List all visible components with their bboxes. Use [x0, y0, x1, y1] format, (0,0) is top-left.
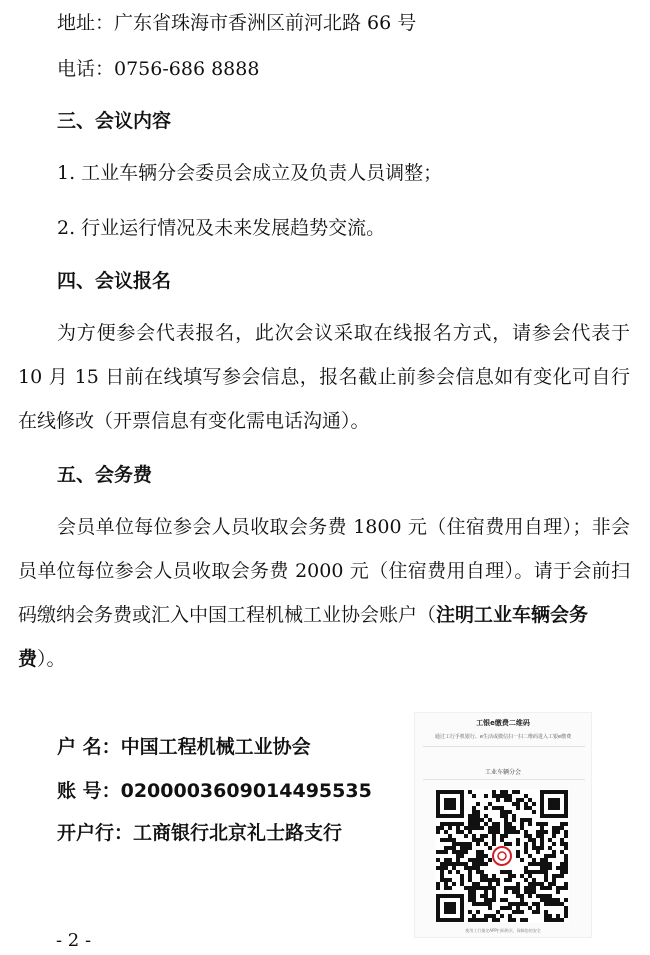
phone-line: 电话：0756-686 8888: [57, 58, 260, 80]
qr-card-divider: [423, 746, 585, 747]
section-5-line-2: 员单位每位参会人员收取会务费 2000 元（住宿费用自理）。请于会前扫: [18, 560, 630, 582]
account-number: 账 号：0200003609014495535: [57, 780, 372, 802]
section-5-line-4: [18, 646, 650, 672]
section-4-line-1: 为方便参会代表报名，此次会议采取在线报名方式，请参会代表于: [57, 322, 630, 344]
section-5-emphasis-1: 注明工业车辆会务: [436, 604, 589, 626]
address-line: 地址：广东省珠海市香洲区前河北路 66 号: [57, 12, 417, 34]
section-5-line-3-text: 码缴纳会务费或汇入中国工程机械工业协会账户（: [18, 604, 437, 626]
qr-card-subtitle: 通过工行手机银行、e生活或微信扫一扫二维码进入工银e缴费: [434, 734, 572, 740]
section-5-line-3: [18, 602, 630, 628]
section-4-heading: 四、会议报名: [57, 270, 172, 292]
page-number: - 2 -: [56, 930, 92, 951]
section-4-line-2: 10 月 15 日前在线填写参会信息，报名截止前参会信息如有变化可自行: [18, 366, 630, 388]
qr-card-footer: 使用工行指定APP扫码购买，保障您的安全: [465, 928, 541, 933]
qr-code-icon: [435, 789, 569, 923]
payment-qr-card: [414, 712, 592, 938]
section-5-line-1: 会员单位每位参会人员收取会务费 1800 元（住宿费用自理）；非会: [57, 516, 630, 538]
section-5-line-4-text: ）。: [37, 648, 66, 670]
qr-card-title: 工银e缴费二维码: [476, 719, 530, 727]
account-name: 户 名：中国工程机械工业协会: [57, 736, 311, 758]
section-5-emphasis-2: 费: [18, 648, 38, 670]
qr-card-merchant: 工业车辆分会: [484, 769, 521, 776]
qr-card-merchant-divider: [423, 779, 585, 780]
account-bank: 开户行：工商银行北京礼士路支行: [57, 822, 343, 844]
section-3-heading: 三、会议内容: [57, 110, 172, 132]
section-3-item-1: 1. 工业车辆分会委员会成立及负责人员调整；: [57, 162, 443, 184]
section-4-line-3: 在线修改（开票信息有变化需电话沟通）。: [18, 410, 370, 432]
section-3-item-2: 2. 行业运行情况及未来发展趋势交流。: [57, 217, 386, 239]
section-5-heading: 五、会务费: [57, 464, 153, 486]
qr-code[interactable]: [435, 789, 569, 923]
